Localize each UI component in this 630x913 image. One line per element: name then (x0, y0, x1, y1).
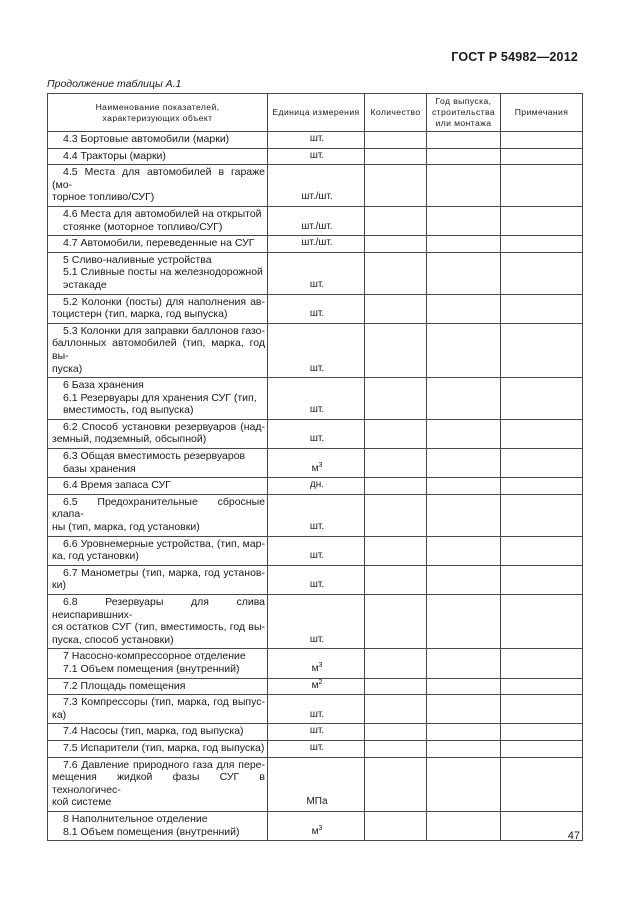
unit-cell (268, 206, 365, 235)
indicator-name-line: 6.8 Резервуары для слива неиспарившних- (52, 596, 265, 621)
notes-cell (501, 536, 583, 565)
indicator-name-line: ны (тип, марка, год установки) (52, 521, 200, 534)
table-row (48, 252, 583, 294)
year-cell (427, 595, 501, 649)
indicator-name-line: торное топливо/СУГ) (52, 191, 155, 204)
notes-cell (501, 294, 583, 323)
indicator-name-line: стоянке (моторное топливо/СУГ) (63, 220, 223, 233)
year-cell (427, 724, 501, 741)
indicator-name-line: 6.2 Способ установки резервуаров (над- (63, 420, 265, 433)
unit-value: шт. (309, 633, 325, 645)
notes-cell (501, 724, 583, 741)
table-row (48, 695, 583, 724)
indicator-name-line: 7.3 Компрессоры (тип, марка, год выпус- (63, 696, 265, 709)
indicator-name-cell (48, 595, 268, 649)
quantity-cell (365, 419, 427, 448)
table-row (48, 294, 583, 323)
indicator-name-cell (48, 478, 268, 495)
indicator-name-cell (48, 565, 268, 594)
year-cell (427, 236, 501, 253)
unit-value: шт. (309, 278, 325, 290)
unit-exponent: 2 (318, 678, 323, 686)
unit-value: шт./шт. (301, 220, 333, 232)
table-row (48, 678, 583, 695)
table-row (48, 757, 583, 811)
table-row (48, 419, 583, 448)
indicator-name-line: тоцистерн (тип, марка, год выпуска) (52, 308, 228, 321)
indicator-name-line: ся остатков СУГ (тип, вместимость, год вы- (52, 621, 265, 634)
notes-cell (501, 565, 583, 594)
notes-cell (501, 478, 583, 495)
indicator-name-line: 5.3 Колонки для заправки баллонов газо- (63, 324, 265, 337)
notes-cell (501, 494, 583, 536)
quantity-cell (365, 678, 427, 695)
year-cell (427, 757, 501, 811)
year-cell (427, 811, 501, 840)
quantity-cell (365, 323, 427, 377)
unit-value: шт. (309, 741, 325, 753)
column-header-line: Количество (370, 107, 421, 117)
indicator-name-line: 6 База хранения (63, 379, 144, 392)
column-header-notes (501, 94, 583, 132)
table-row (48, 724, 583, 741)
unit-value: шт. (309, 433, 325, 445)
quantity-cell (365, 595, 427, 649)
indicator-name-line: 6.1 Резервуары для хранения СУГ (тип, (63, 391, 257, 404)
unit-cell (268, 811, 365, 840)
indicator-name-line: мещения жидкой фазы СУГ в технологичес- (52, 771, 265, 796)
year-cell (427, 294, 501, 323)
column-header-year (427, 94, 501, 132)
column-header-line: Примечания (514, 107, 569, 117)
unit-cell (268, 148, 365, 165)
indicator-name-cell (48, 323, 268, 377)
unit-cell (268, 649, 365, 678)
notes-cell (501, 678, 583, 695)
column-header-line: Год выпуска, (435, 96, 492, 106)
unit-cell (268, 419, 365, 448)
indicator-name-cell (48, 378, 268, 420)
indicator-name-line: эстакаде (63, 278, 107, 291)
unit-value: шт. (309, 149, 325, 161)
indicator-name-line: земный, подземный, обсыпной) (52, 433, 207, 446)
unit-value: шт. (309, 404, 325, 416)
unit-value: шт. (309, 579, 325, 591)
indicator-name-line: 6.7 Манометры (тип, марка, год установ- (63, 566, 265, 579)
indicator-name-line: баллонных автомобилей (тип, марка, год вы- (52, 337, 265, 362)
indicator-name-cell (48, 252, 268, 294)
column-header-line: или монтажа (435, 118, 492, 128)
notes-cell (501, 419, 583, 448)
unit-value: МПа (306, 796, 328, 808)
indicator-name-cell (48, 757, 268, 811)
indicator-name-cell (48, 649, 268, 678)
notes-cell (501, 757, 583, 811)
indicator-name-line: базы хранения (63, 462, 136, 475)
indicator-name-cell (48, 536, 268, 565)
year-cell (427, 740, 501, 757)
indicator-name-line: 4.4 Тракторы (марки) (63, 149, 166, 162)
unit-cell (268, 294, 365, 323)
year-cell (427, 378, 501, 420)
indicator-name-cell (48, 811, 268, 840)
indicator-name-cell (48, 449, 268, 478)
notes-cell (501, 148, 583, 165)
indicator-name-line: 5.1 Сливные посты на железнодорожной (63, 266, 263, 279)
table-row (48, 148, 583, 165)
table-row (48, 565, 583, 594)
indicator-name-line: 7.6 Давление природного газа для пере- (63, 758, 265, 771)
unit-value: шт. (309, 133, 325, 144)
unit-value: м (311, 662, 319, 674)
indicator-name-cell (48, 132, 268, 149)
table-row (48, 236, 583, 253)
quantity-cell (365, 206, 427, 235)
indicator-name-line: 4.6 Места для автомобилей на открытой (63, 207, 262, 220)
indicator-name-cell (48, 206, 268, 235)
indicator-name-line: 7.5 Испарители (тип, марка, год выпуска) (63, 741, 265, 754)
indicator-name-cell (48, 148, 268, 165)
quantity-cell (365, 536, 427, 565)
indicator-name-line: 6.5 Предохранительные сбросные клапа- (52, 495, 265, 521)
unit-value: шт. (309, 521, 325, 533)
unit-value: шт./шт. (301, 191, 333, 203)
quantity-cell (365, 449, 427, 478)
indicator-name-line: 7.2 Площадь помещения (63, 679, 186, 692)
column-header-name (48, 94, 268, 132)
unit-cell (268, 478, 365, 495)
year-cell (427, 323, 501, 377)
quantity-cell (365, 757, 427, 811)
notes-cell (501, 206, 583, 235)
year-cell (427, 148, 501, 165)
indicator-name-cell (48, 678, 268, 695)
column-header-line: строительства (431, 107, 496, 117)
indicator-name-cell (48, 740, 268, 757)
unit-value: м (311, 462, 319, 474)
page-number: 47 (567, 830, 580, 842)
indicator-name-cell (48, 236, 268, 253)
column-header-line: Наименование показателей, (95, 101, 220, 112)
indicator-name-cell (48, 294, 268, 323)
unit-value: шт. (309, 550, 325, 562)
column-header-line: Единица измерения (272, 107, 360, 117)
unit-value: шт. (309, 725, 325, 737)
unit-value: шт./шт. (301, 237, 333, 249)
indicator-name-cell (48, 695, 268, 724)
quantity-cell (365, 252, 427, 294)
unit-exponent: 3 (318, 824, 323, 832)
year-cell (427, 449, 501, 478)
unit-cell (268, 252, 365, 294)
year-cell (427, 478, 501, 495)
column-header-unit (268, 94, 365, 132)
indicator-name-line: ка, год установки) (52, 550, 139, 563)
year-cell (427, 206, 501, 235)
indicator-name-line: 8 Наполнительное отделение (63, 812, 208, 825)
quantity-cell (365, 132, 427, 149)
quantity-cell (365, 148, 427, 165)
quantity-cell (365, 236, 427, 253)
notes-cell (501, 449, 583, 478)
year-cell (427, 678, 501, 695)
unit-cell (268, 449, 365, 478)
table-row (48, 740, 583, 757)
table-row (48, 449, 583, 478)
year-cell (427, 252, 501, 294)
quantity-cell (365, 724, 427, 741)
table-row (48, 494, 583, 536)
unit-cell (268, 378, 365, 420)
indicator-name-line: ки) (52, 579, 66, 592)
indicator-name-line: 5 Сливо-наливные устройства (63, 253, 212, 266)
unit-cell (268, 757, 365, 811)
quantity-cell (365, 165, 427, 207)
table-row (48, 595, 583, 649)
year-cell (427, 419, 501, 448)
quantity-cell (365, 478, 427, 495)
table-caption: Продолжение таблицы А.1 (47, 78, 182, 90)
indicator-name-line: пуска) (52, 362, 83, 375)
unit-cell (268, 494, 365, 536)
table-header-row (48, 94, 583, 132)
table-row (48, 323, 583, 377)
notes-cell (501, 378, 583, 420)
indicator-name-line: 5.2 Колонки (посты) для наполнения ав- (63, 295, 265, 308)
unit-value: дн. (309, 479, 325, 491)
notes-cell (501, 595, 583, 649)
table-row (48, 811, 583, 840)
indicator-name-cell (48, 724, 268, 741)
indicator-name-line: 6.3 Общая вместимость резервуаров (63, 450, 246, 463)
unit-cell (268, 724, 365, 741)
quantity-cell (365, 294, 427, 323)
indicator-name-line: 7.4 Насосы (тип, марка, год выпуска) (63, 725, 244, 738)
unit-value: м (311, 825, 319, 837)
quantity-cell (365, 740, 427, 757)
notes-cell (501, 323, 583, 377)
document-code: ГОСТ Р 54982—2012 (451, 50, 578, 64)
indicator-name-line: 7 Насосно-компрессорное отделение (63, 650, 246, 663)
year-cell (427, 649, 501, 678)
table-row (48, 165, 583, 207)
indicator-name-line: 4.5 Места для автомобилей в гараже (мо- (52, 166, 265, 191)
indicator-name-cell (48, 165, 268, 207)
unit-cell (268, 132, 365, 149)
unit-cell (268, 695, 365, 724)
unit-cell (268, 678, 365, 695)
year-cell (427, 565, 501, 594)
indicators-table (47, 93, 583, 841)
table-row (48, 132, 583, 149)
unit-exponent: 3 (318, 461, 323, 469)
unit-cell (268, 236, 365, 253)
quantity-cell (365, 811, 427, 840)
indicator-name-line: 4.3 Бортовые автомобили (марки) (63, 133, 230, 145)
notes-cell (501, 695, 583, 724)
unit-value: шт. (309, 362, 325, 374)
indicator-name-line: 8.1 Объем помещения (внутренний) (63, 825, 240, 838)
unit-exponent: 3 (318, 661, 323, 669)
unit-cell (268, 165, 365, 207)
year-cell (427, 494, 501, 536)
unit-cell (268, 740, 365, 757)
table-row (48, 378, 583, 420)
indicator-name-line: 6.4 Время запаса СУГ (63, 479, 171, 492)
unit-cell (268, 595, 365, 649)
table-row (48, 536, 583, 565)
year-cell (427, 695, 501, 724)
unit-value: шт. (309, 708, 325, 720)
unit-cell (268, 536, 365, 565)
notes-cell (501, 132, 583, 149)
unit-value: м (311, 679, 319, 691)
unit-cell (268, 565, 365, 594)
notes-cell (501, 649, 583, 678)
indicator-name-line: ка) (52, 708, 67, 721)
unit-value: шт. (309, 308, 325, 320)
quantity-cell (365, 649, 427, 678)
notes-cell (501, 740, 583, 757)
quantity-cell (365, 565, 427, 594)
indicator-name-line: вместимость, год выпуска) (63, 404, 194, 417)
table-row (48, 206, 583, 235)
year-cell (427, 165, 501, 207)
year-cell (427, 536, 501, 565)
column-header-line: характеризующих объект (102, 112, 213, 123)
quantity-cell (365, 494, 427, 536)
indicator-name-line: 7.1 Объем помещения (внутренний) (63, 662, 240, 675)
indicator-name-line: кой системе (52, 796, 112, 809)
indicator-name-cell (48, 419, 268, 448)
quantity-cell (365, 378, 427, 420)
indicator-name-cell (48, 494, 268, 536)
notes-cell (501, 165, 583, 207)
notes-cell (501, 236, 583, 253)
indicator-name-line: 6.6 Уровнемерные устройства, (тип, мар- (63, 537, 265, 550)
notes-cell (501, 252, 583, 294)
quantity-cell (365, 695, 427, 724)
indicator-name-line: 4.7 Автомобили, переведенные на СУГ (63, 237, 255, 250)
indicator-name-line: пуска, способ установки) (52, 633, 174, 646)
table-row (48, 478, 583, 495)
table-row (48, 649, 583, 678)
unit-cell (268, 323, 365, 377)
year-cell (427, 132, 501, 149)
column-header-quantity (365, 94, 427, 132)
